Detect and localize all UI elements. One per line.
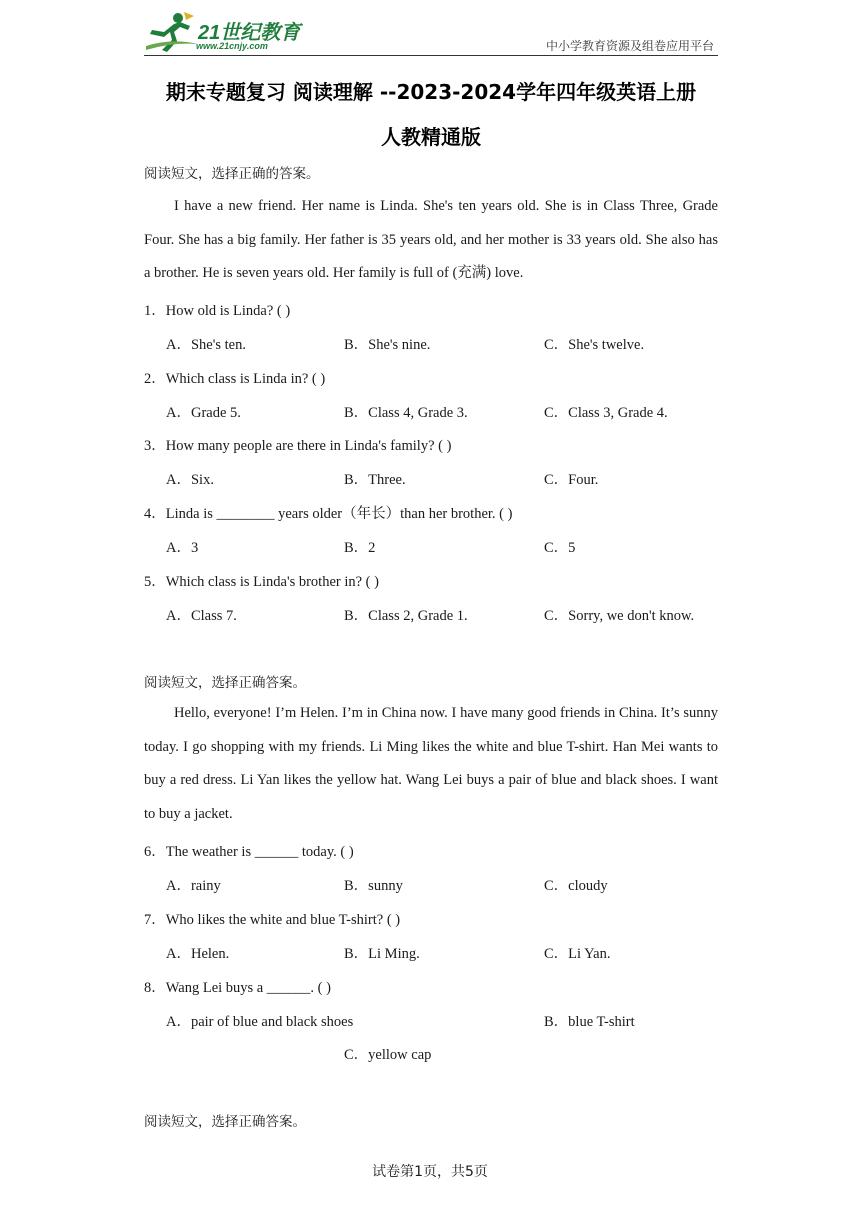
runner-logo-icon bbox=[144, 10, 200, 54]
question: 4．Linda is ________ years older（年长）than her brother. ( ) bbox=[144, 506, 513, 522]
question: 5．Which class is Linda's brother in? ( ) bbox=[144, 574, 379, 590]
option-c: C．cloudy bbox=[544, 878, 608, 894]
option-c: C．Li Yan. bbox=[544, 946, 611, 962]
option-b: B．Class 4, Grade 3. bbox=[344, 405, 468, 421]
page-subtitle: 人教精通版 bbox=[381, 125, 481, 149]
reading-passage: I have a new friend. Her name is Linda. She's ten years old. She is in Class Three, Grade Four. She has a big family. Her father is 35 years old, and her mother is 33 years old. She also has a brother. He is seven years old. Her family is full of (充满) love. bbox=[144, 198, 718, 282]
question: 6．The weather is ______ today. ( ) bbox=[144, 844, 354, 860]
header-divider bbox=[144, 55, 718, 56]
option-a: A．Class 7. bbox=[166, 608, 237, 624]
option-b: B．Three. bbox=[344, 472, 406, 488]
question: 3．How many people are there in Linda's family? ( ) bbox=[144, 438, 452, 454]
option-a: A．She's ten. bbox=[166, 337, 246, 353]
logo-text: 21世纪教育 bbox=[198, 22, 301, 44]
option-b: B．2 bbox=[344, 540, 376, 556]
option-a: A．Grade 5. bbox=[166, 405, 241, 421]
option-a: A．pair of blue and black shoes bbox=[166, 1014, 354, 1030]
option-c: C．Class 3, Grade 4. bbox=[544, 405, 668, 421]
logo-url: www.21cnjy.com bbox=[196, 41, 268, 51]
page-footer: 试卷第1页，共5页 bbox=[372, 1164, 488, 1180]
option-a: A．3 bbox=[166, 540, 199, 556]
option-b: B．sunny bbox=[344, 878, 403, 894]
question: 8．Wang Lei buys a ______. ( ) bbox=[144, 980, 331, 996]
question: 7．Who likes the white and blue T-shirt? ( ) bbox=[144, 912, 401, 928]
reading-passage: Hello, everyone! I’m Helen. I’m in China now. I have many good friends in China. It’s sunny today. I go shopping with my friends. Li Ming likes the white and blue T-shirt. Han Mei wants to buy a red dress. Li Yan likes the yellow hat. Wang Lei buys a pair of blue and black shoes. I want to buy a jacket. bbox=[144, 705, 718, 822]
page-header bbox=[144, 10, 718, 56]
option-b: B．Li Ming. bbox=[344, 946, 420, 962]
option-c: C．5 bbox=[544, 540, 576, 556]
section-instruction: 阅读短文，选择正确答案。 bbox=[144, 675, 306, 691]
option-b: B．blue T-shirt bbox=[544, 1014, 635, 1030]
option-a: A．Six. bbox=[166, 472, 214, 488]
question: 1．How old is Linda? ( ) bbox=[144, 303, 291, 319]
page-title: 期末专题复习 阅读理解 --2023-2024学年四年级英语上册 bbox=[165, 80, 697, 104]
option-b: B．She's nine. bbox=[344, 337, 431, 353]
logo bbox=[144, 10, 314, 54]
option-a: A．rainy bbox=[166, 878, 221, 894]
option-b: B．Class 2, Grade 1. bbox=[344, 608, 468, 624]
option-c: C．She's twelve. bbox=[544, 337, 645, 353]
option-c: C．Four. bbox=[544, 472, 599, 488]
option-a: A．Helen. bbox=[166, 946, 230, 962]
section-instruction: 阅读短文，选择正确答案。 bbox=[144, 1114, 306, 1130]
section-instruction: 阅读短文，选择正确的答案。 bbox=[144, 166, 320, 182]
option-c: C．Sorry, we don't know. bbox=[544, 608, 695, 624]
option-c: C．yellow cap bbox=[344, 1047, 432, 1063]
platform-name: 中小学教育资源及组卷应用平台 bbox=[545, 39, 714, 53]
question: 2．Which class is Linda in? ( ) bbox=[144, 371, 326, 387]
